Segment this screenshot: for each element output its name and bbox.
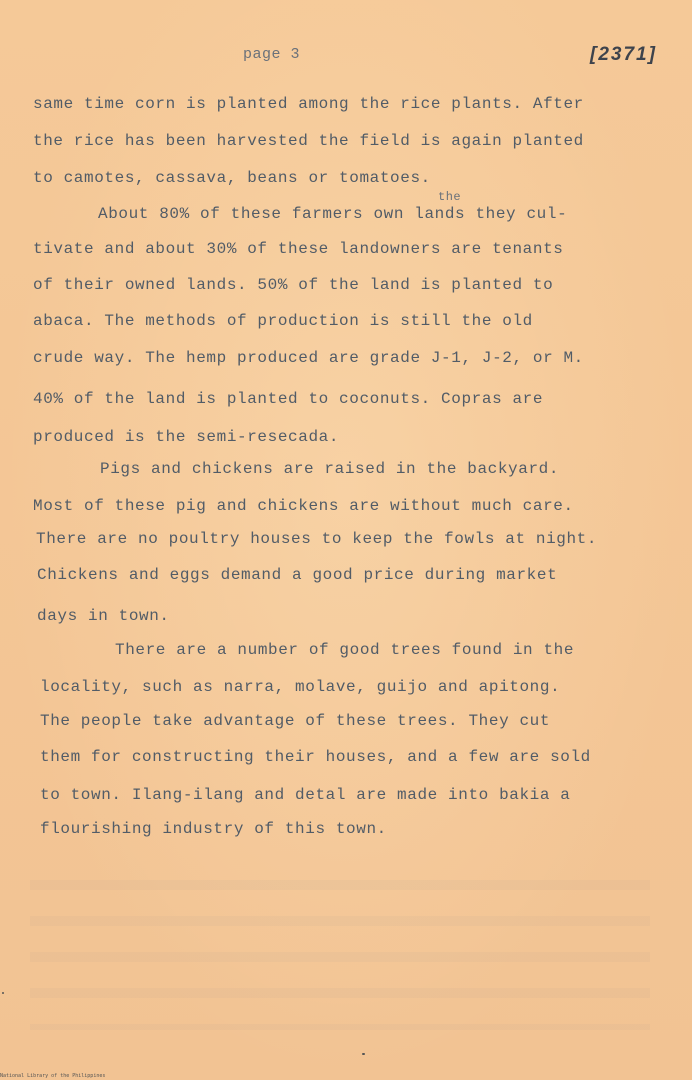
ink-speck <box>362 1053 365 1055</box>
text-line: to town. Ilang-ilang and detal are made into bakia a <box>40 786 571 804</box>
text-line: Most of these pig and chickens are without much care. <box>33 497 574 515</box>
page-label: page 3 <box>243 46 301 63</box>
text-line: days in town. <box>37 607 170 625</box>
text-line: the rice has been harvested the field is again planted <box>33 132 584 150</box>
text-line: Pigs and chickens are raised in the backyard. <box>100 460 560 478</box>
text-line: same time corn is planted among the rice plants. After <box>33 95 584 113</box>
text-line: crude way. The hemp produced are grade J-1, J-2, or M. <box>33 349 584 367</box>
handwritten-insertion: the <box>438 190 462 204</box>
text-line: There are no poultry houses to keep the fowls at night. <box>36 530 598 548</box>
text-line: them for constructing their houses, and a few are sold <box>40 748 591 766</box>
text-line: flourishing industry of this town. <box>40 820 387 838</box>
text-line: of their owned lands. 50% of the land is planted to <box>33 276 554 294</box>
ink-speck <box>2 992 4 994</box>
text-line: About 80% of these farmers own lands they cul- <box>98 205 568 223</box>
archive-footer: National Library of the Philippines <box>0 1073 106 1079</box>
bleed-through-texture <box>30 880 650 1030</box>
text-line: locality, such as narra, molave, guijo and apitong. <box>40 678 561 696</box>
text-line: There are a number of good trees found in the <box>115 641 575 659</box>
text-line: The people take advantage of these trees. They cut <box>40 712 551 730</box>
text-line: to camotes, cassava, beans or tomatoes. <box>33 169 431 187</box>
text-line: tivate and about 30% of these landowners are tenants <box>33 240 564 258</box>
page-number: [2371] <box>590 44 657 65</box>
text-line: abaca. The methods of production is still the old <box>33 312 533 330</box>
text-line: Chickens and eggs demand a good price during market <box>37 566 558 584</box>
text-line: produced is the semi-resecada. <box>33 428 340 446</box>
text-line: 40% of the land is planted to coconuts. Copras are <box>33 390 544 408</box>
